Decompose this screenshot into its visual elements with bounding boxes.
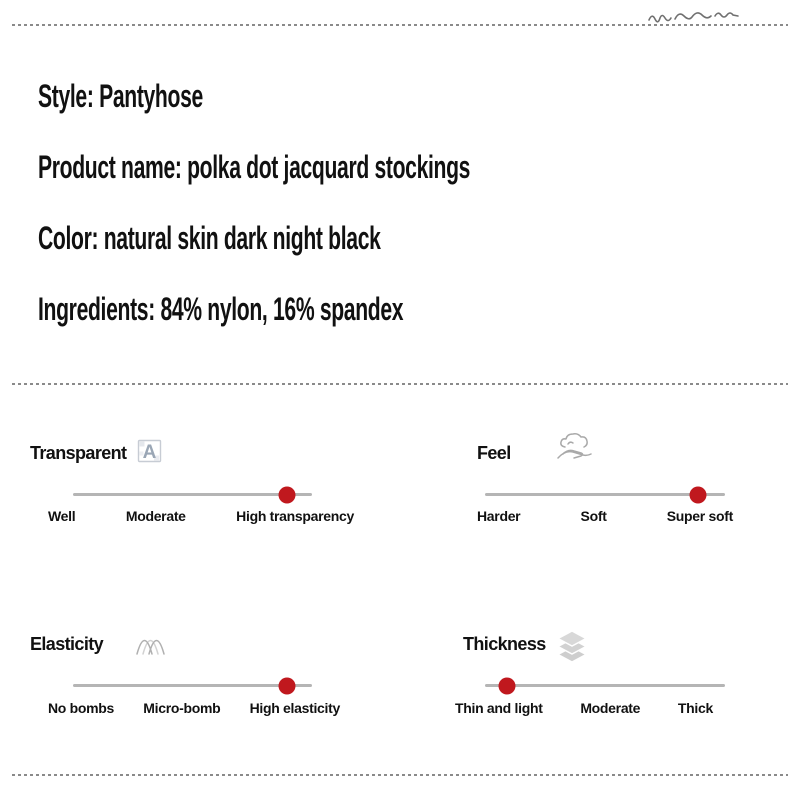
stacked-layers-icon [553, 627, 591, 665]
elasticity-slider-track [73, 684, 312, 687]
product-color-line: Color: natural skin dark night black [38, 220, 381, 256]
slider-label: Moderate [580, 700, 641, 716]
panel-title-thickness: Thickness [463, 634, 546, 654]
transparency-icon [137, 438, 163, 466]
slider-label: Thick [677, 700, 713, 716]
slider-label: Well [48, 508, 76, 524]
thickness-slider-labels [455, 700, 713, 716]
feel-slider-track [485, 493, 725, 496]
transparent-slider-track [73, 493, 312, 496]
slider-label: Super soft [666, 508, 733, 524]
feel-slider-labels [477, 508, 733, 524]
svg-text:A: A [142, 442, 157, 463]
panel-title-transparent: Transparent [30, 443, 127, 463]
slider-label: Harder [477, 508, 521, 524]
slider-label: High elasticity [249, 700, 340, 716]
elasticity-slider-labels [48, 700, 340, 716]
thickness-slider-handle [499, 677, 516, 694]
product-name-line: Product name: polka dot jacquard stockings [38, 149, 471, 185]
transparent-slider-handle [278, 486, 295, 503]
thickness-slider-track [485, 684, 725, 687]
product-ingredients-line: Ingredients: 84% nylon, 16% spandex [38, 291, 404, 327]
soft-touch-hand-icon [554, 431, 596, 467]
product-style-line: Style: Pantyhose [38, 78, 203, 114]
panel-title-elasticity: Elasticity [30, 634, 104, 654]
elasticity-slider-handle [278, 677, 295, 694]
handwriting-scribble [645, 5, 763, 31]
transparent-slider-labels [48, 508, 354, 524]
slider-label: Moderate [125, 508, 186, 524]
dashed-divider-bottom [12, 774, 788, 776]
panel-title-feel: Feel [477, 443, 511, 463]
slider-label: High transparency [236, 508, 354, 524]
elastic-waves-icon [134, 633, 168, 657]
slider-label: No bombs [48, 700, 115, 716]
feel-slider-handle [690, 486, 707, 503]
dashed-divider-middle [12, 383, 788, 385]
slider-label: Soft [580, 508, 607, 524]
slider-label: Thin and light [455, 700, 543, 716]
slider-label: Micro-bomb [143, 700, 221, 716]
